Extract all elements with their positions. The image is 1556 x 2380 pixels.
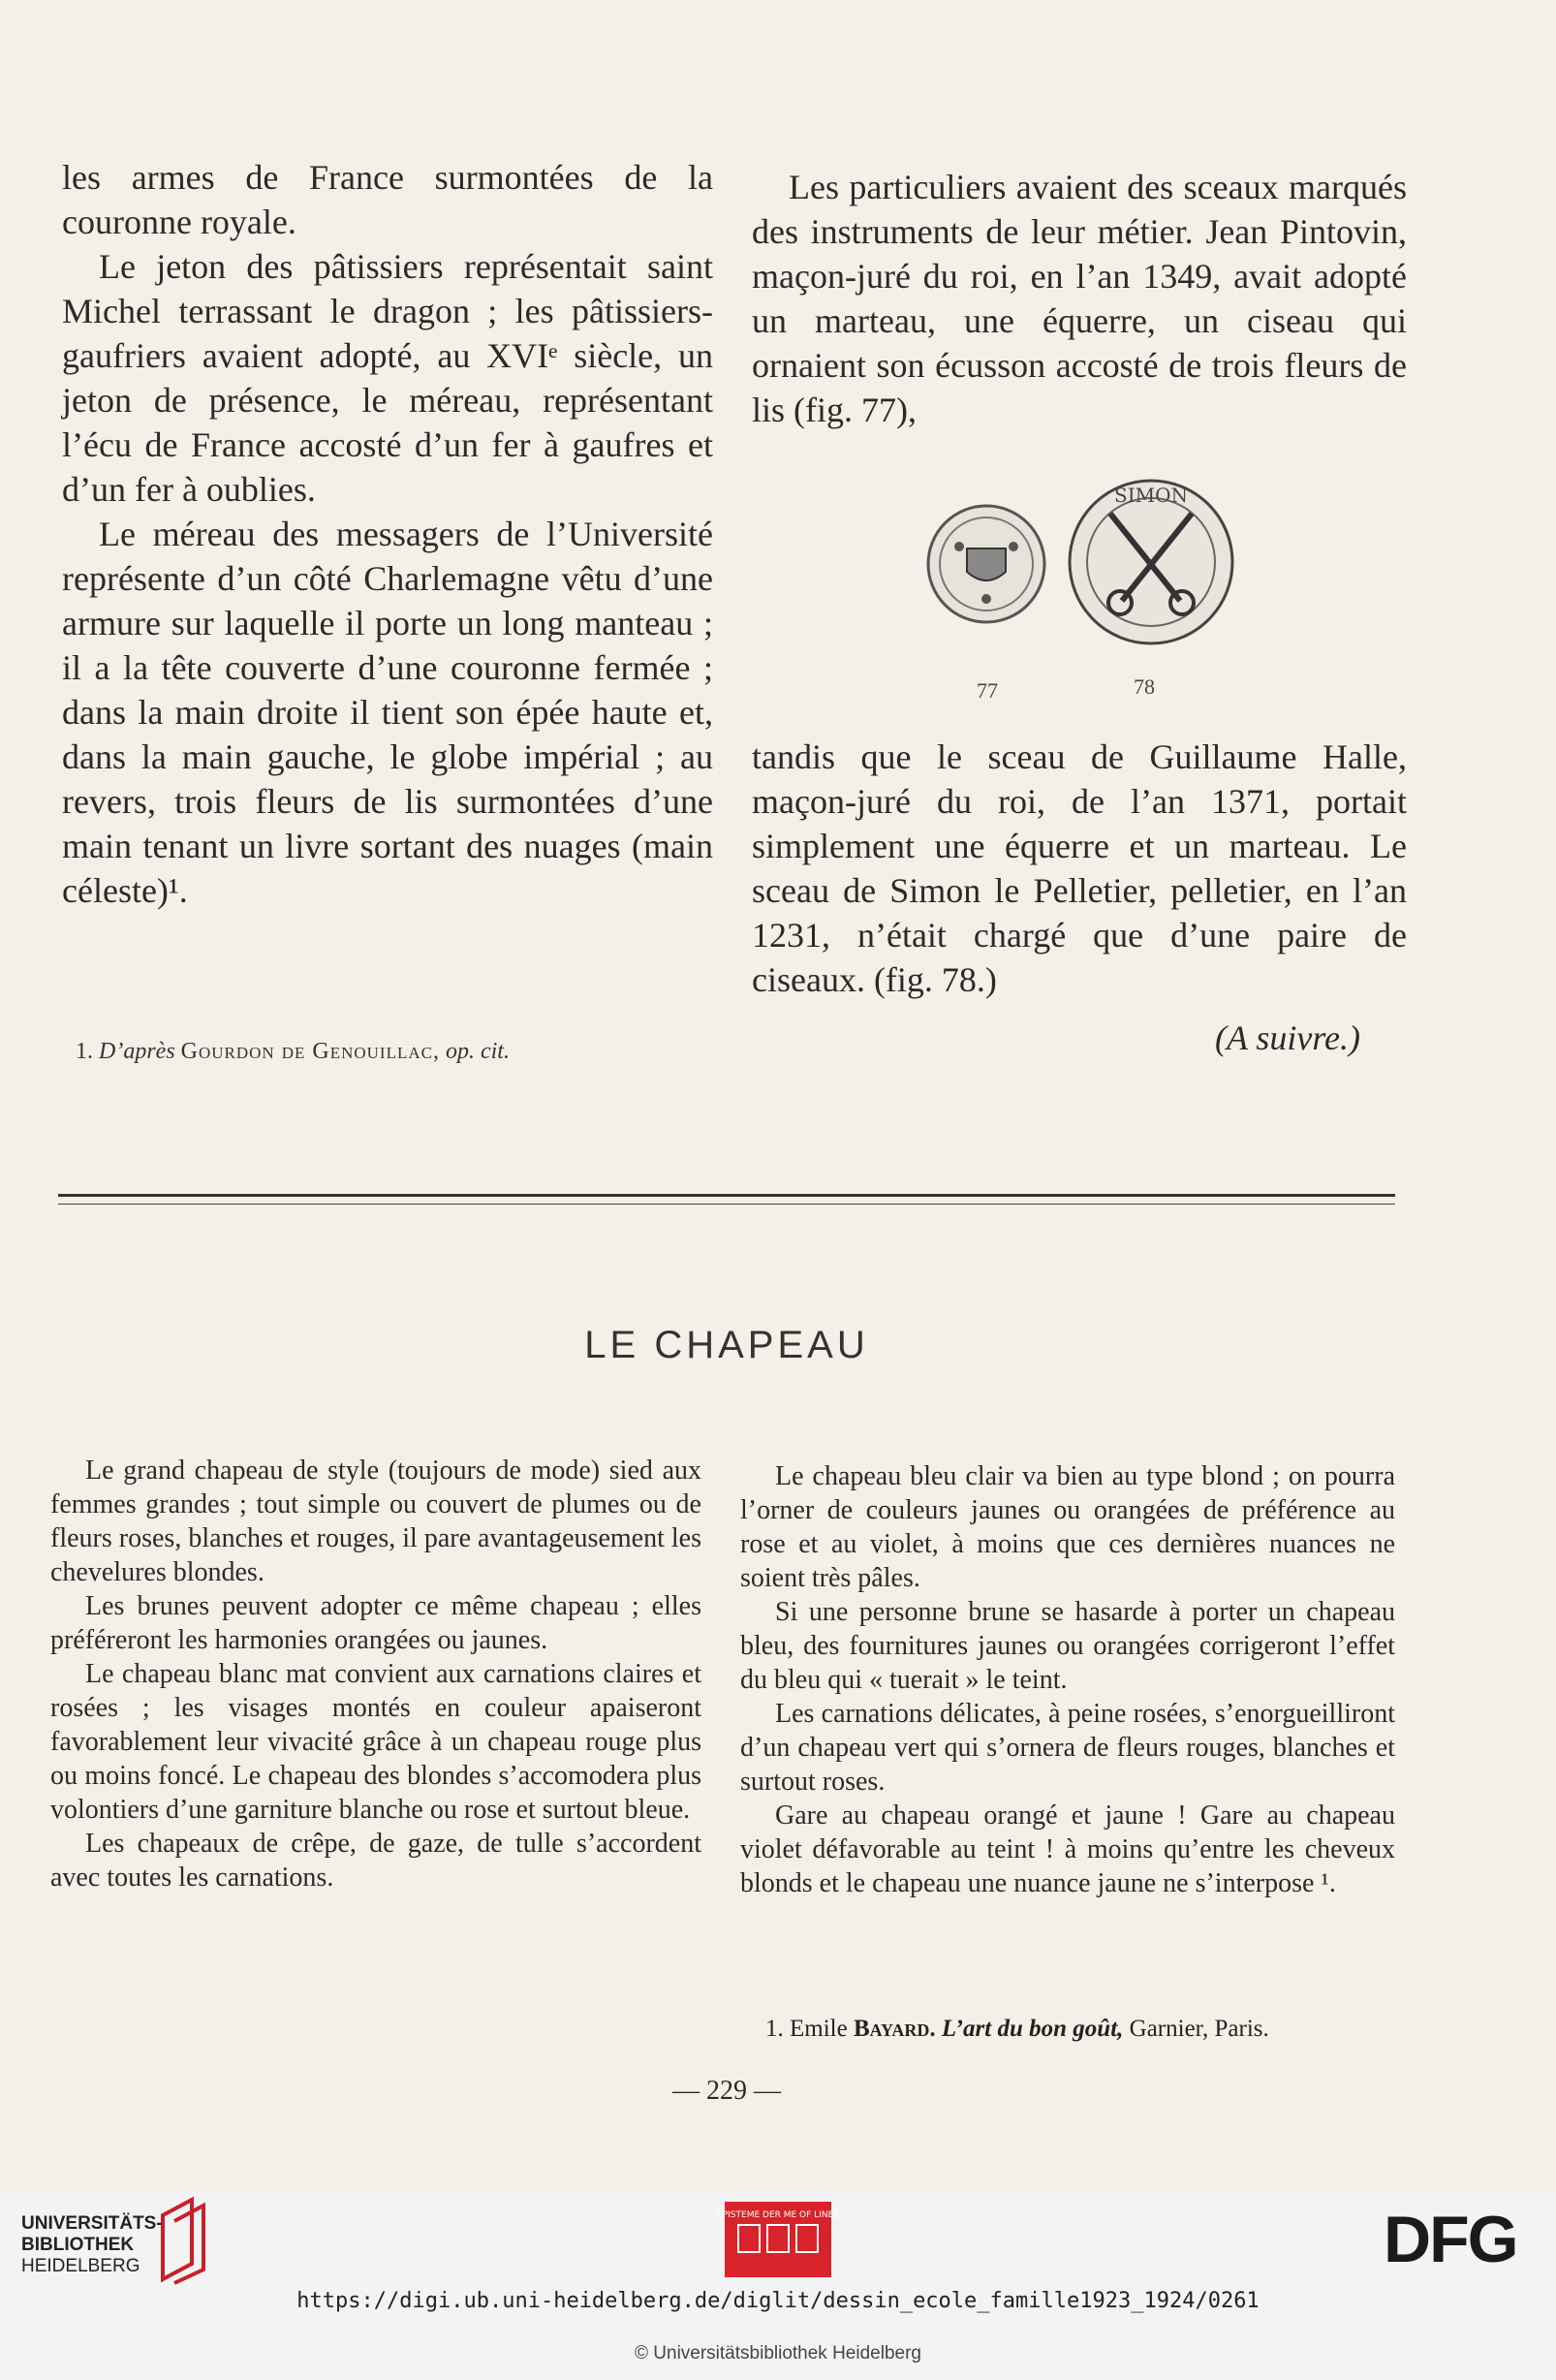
library-logo-icon[interactable] [153, 2196, 215, 2283]
paragraph: Les carnations délicates, à peine rosées, s’enorgueilliront d’un chapeau vert qui s’ornera de fleurs rouges, blanches et surtout roses. [740, 1699, 1395, 1797]
article-title: LE CHAPEAU [584, 1324, 869, 1366]
library-logo-text[interactable]: UNIVERSITÄTS- BIBLIOTHEK HEIDELBERG [21, 2213, 163, 2276]
svg-text:SIMON: SIMON [1114, 484, 1188, 507]
paragraph: Gare au chapeau orangé et jaune ! Gare au chapeau violet défavorable au teint ! à moins qu’entre les cheveux blonds et le chapeau une nuance jaune ne s’interpose ¹. [740, 1801, 1395, 1898]
paragraph: Le grand chapeau de style (toujours de mode) sied aux femmes grandes ; tout simple ou couvert de plumes ou de fleurs roses, blanches et rouges, il pare avantageusement les chevelures blondes. [50, 1456, 701, 1587]
paragraph: Les particuliers avaient des sceaux marqués des instruments de leur métier. Jean Pintovin, maçon-juré du roi, en l’an 1349, avait adopté un marteau, une équerre, un ciseau qui ornaient son écusson accosté de trois fleurs de lis (fig. 77), [752, 168, 1407, 429]
article1-left-column [62, 155, 713, 913]
copyright-notice: © Universitätsbibliothek Heidelberg [635, 2343, 921, 2364]
paragraph: Le méreau des messagers de l’Université représente d’un côté Charlemagne vêtu d’une armure sur laquelle il porte un long manteau ; il a la tête couverte d’une couronne fermée ; dans la main droite il tient son épée haute et, dans la main gauche, le globe impérial ; au revers, trois fleurs de lis surmontées d’une main tenant un livre sortant des nuages (main céleste)¹. [62, 515, 713, 910]
paragraph: Si une personne brune se hasarde à porter un chapeau bleu, des fournitures jaunes ou orangées corrigeront l’effet du bleu qui « tuerait » le teint. [740, 1597, 1395, 1695]
paragraph: Le chapeau blanc mat convient aux carnations claires et rosées ; les visages montés en couleur apaiseront favorablement leur vivacité grâce à un chapeau rouge plus ou moins foncé. Le chapeau des blondes s’accomodera plus volontiers d’une garniture blanche ou rose et surtout bleue. [50, 1659, 701, 1825]
seal-figures [920, 475, 1240, 717]
page-number: — 229 — [672, 2076, 781, 2106]
paragraph: les armes de France surmontées de la couronne royale. [62, 158, 713, 241]
divider-rule [58, 1194, 1395, 1197]
paragraph: tandis que le sceau de Guillaume Halle, maçon-juré du roi, de l’an 1371, portait simplement une équerre et un marteau. Le sceau de Simon le Pelletier, pelletier, en l’an 1231, n’était chargé que d’une paire de ciseaux. (fig. 78.) [752, 737, 1407, 999]
paragraph: Le jeton des pâtissiers représentait saint Michel terrassant le dragon ; les pâtissiers-gaufriers avaient adopté, au XVIᵉ siècle, un jeton de présence, le méreau, représentant l’écu de France accosté d’un fer à gaufres et d’un fer à oublies. [62, 247, 713, 509]
article1-right-column-bottom [752, 735, 1407, 1002]
divider-rule [58, 1204, 1395, 1205]
fig-label-78: 78 [1134, 674, 1155, 699]
article2-left-column [50, 1454, 701, 1895]
seals-image [920, 475, 1240, 717]
to-be-continued: (A suivre.) [1215, 1018, 1360, 1057]
seal-78 [1070, 481, 1232, 643]
paragraph: Les brunes peuvent adopter ce même chapeau ; elles préféreront les harmonies orangées ou jaunes. [50, 1591, 701, 1655]
permalink-url[interactable]: https://digi.ub.uni-heidelberg.de/diglit/dessin_ecole_famille1923_1924/0261 [296, 2289, 1260, 2313]
footnote-2: 1. Emile Bayard. L’art du bon goût, Garnier, Paris. [765, 2016, 1269, 2042]
footnote-1: 1. D’après Gourdon de Genouillac, op. cit. [76, 1039, 510, 1064]
dfg-logo[interactable]: DFG [1384, 2203, 1517, 2276]
article2-right-column [740, 1459, 1395, 1900]
paragraph: Le chapeau bleu clair va bien au type blond ; on pourra l’orner de couleurs jaunes ou orangées de préférence au rose et au violet, à moins que ces dernières nuances ne soient très pâles. [740, 1461, 1395, 1593]
svg-text:EPISTEME DER ME OF LINES: EPISTEME DER ME OF LINES [717, 2210, 839, 2220]
paragraph: Les chapeaux de crêpe, de gaze, de tulle s’accordent avec toutes les carnations. [50, 1829, 701, 1893]
epistemic-logo[interactable] [717, 2202, 839, 2277]
fig-label-77: 77 [977, 678, 998, 703]
article1-right-column-top [752, 165, 1407, 432]
seal-77 [928, 506, 1044, 622]
